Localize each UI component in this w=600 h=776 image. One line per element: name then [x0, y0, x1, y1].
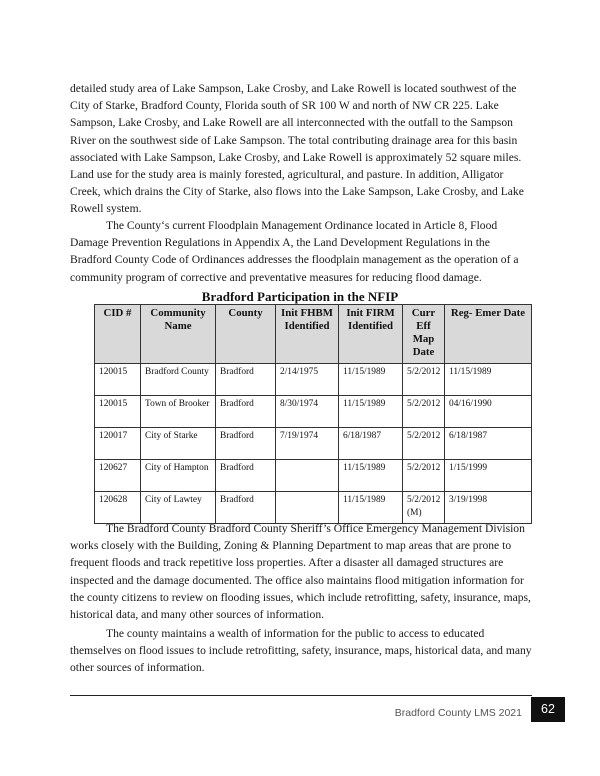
cell-reg-emer: 3/19/1998	[445, 492, 532, 524]
cell-init-fhbm	[276, 492, 339, 524]
cell-cid: 120627	[95, 460, 141, 492]
cell-curr-eff-map: 5/2/2012	[403, 460, 445, 492]
nfip-participation-table	[94, 304, 532, 524]
table-row	[95, 428, 532, 460]
cell-curr-eff-map: 5/2/2012	[403, 428, 445, 460]
cell-init-firm: 6/18/1987	[339, 428, 403, 460]
header-county: County	[216, 305, 276, 364]
cell-county: Bradford	[216, 492, 276, 524]
cell-init-fhbm: 2/14/1975	[276, 364, 339, 396]
cell-community: City of Lawtey	[141, 492, 216, 524]
cell-reg-emer: 11/15/1989	[445, 364, 532, 396]
cell-reg-emer: 6/18/1987	[445, 428, 532, 460]
cell-community: Town of Brooker	[141, 396, 216, 428]
cell-county: Bradford	[216, 460, 276, 492]
cell-init-firm: 11/15/1989	[339, 364, 403, 396]
header-cid: CID #	[95, 305, 141, 364]
header-reg-emer-date: Reg- Emer Date	[445, 305, 532, 364]
cell-init-fhbm: 7/19/1974	[276, 428, 339, 460]
cell-init-firm: 11/15/1989	[339, 396, 403, 428]
cell-county: Bradford	[216, 428, 276, 460]
paragraph-study-area: detailed study area of Lake Sampson, Lake Crosby, and Lake Rowell is located southwest of the City of Starke, Bradford County, Florida south of SR 100 W and north of NW CR 225. Lake Sampson, Lake Crosby, and Lake Rowell are all interconnected with the outfall to the Sampson River on the southwest side of Lake Sampson. The total contributing drainage area for this basin associated with Lake Sampson, Lake Crosby, and Lake Rowell is approximately 52 square miles. Land use for the study area is mainly forested, agricultural, and pasture. In addition, Alligator Creek, which drains the City of Starke, also flows into the Lake Sampson, Lake Crosby, and Lake Rowell system.	[70, 82, 524, 216]
cell-curr-eff-map: 5/2/2012 (M)	[403, 492, 445, 524]
cell-reg-emer: 04/16/1990	[445, 396, 532, 428]
table-row	[95, 364, 532, 396]
cell-init-firm: 11/15/1989	[339, 460, 403, 492]
cell-cid: 120628	[95, 492, 141, 524]
paragraph-floodplain-ordinance: The County‘s current Floodplain Management Ordinance located in Article 8, Flood Damage Prevention Regulations in Appendix A, the Land Development Regulations in the Bradford County Code of Ordinances addresses the floodplain management as the operation of a community program of corrective and preventative measures for reducing flood damage.	[70, 219, 519, 284]
cell-cid: 120015	[95, 396, 141, 428]
cell-cid: 120015	[95, 364, 141, 396]
cell-county: Bradford	[216, 396, 276, 428]
footer-document-title: Bradford County LMS 2021	[394, 707, 522, 719]
header-community-name: Community Name	[141, 305, 216, 364]
paragraph-emergency-management: The Bradford County Bradford County Sheriff’s Office Emergency Management Division works closely with the Building, Zoning & Planning Department to map areas that are prone to frequent floods and track repetitive loss properties. After a disaster all damaged structures are inspected and the damage documented. The office also maintains flood mitigation information for the county citizens to review on flooding issues, which include retrofitting, safety, insurance, maps, historical data, and many other sources of information.	[70, 522, 531, 622]
table-row	[95, 396, 532, 428]
cell-curr-eff-map: 5/2/2012	[403, 364, 445, 396]
table-header-row	[95, 305, 532, 364]
header-curr-eff-map-date: Curr Eff Map Date	[403, 305, 445, 364]
table-row	[95, 492, 532, 524]
cell-community: City of Starke	[141, 428, 216, 460]
cell-community: Bradford County	[141, 364, 216, 396]
header-init-firm: Init FIRM Identified	[339, 305, 403, 364]
cell-init-firm: 11/15/1989	[339, 492, 403, 524]
cell-reg-emer: 1/15/1999	[445, 460, 532, 492]
cell-cid: 120017	[95, 428, 141, 460]
table-title: Bradford Participation in the NFIP	[201, 289, 399, 304]
page-number-badge: 62	[531, 697, 565, 722]
header-init-fhbm: Init FHBM Identified	[276, 305, 339, 364]
paragraph-public-information: The county maintains a wealth of information for the public to access to educated themselves on flood issues to include retrofitting, safety, insurance, maps, historical data, and many other sources of information.	[70, 627, 532, 675]
cell-community: City of Hampton	[141, 460, 216, 492]
cell-init-fhbm	[276, 460, 339, 492]
table-row	[95, 460, 532, 492]
cell-county: Bradford	[216, 364, 276, 396]
footer-divider	[70, 695, 532, 696]
cell-init-fhbm: 8/30/1974	[276, 396, 339, 428]
cell-curr-eff-map: 5/2/2012	[403, 396, 445, 428]
